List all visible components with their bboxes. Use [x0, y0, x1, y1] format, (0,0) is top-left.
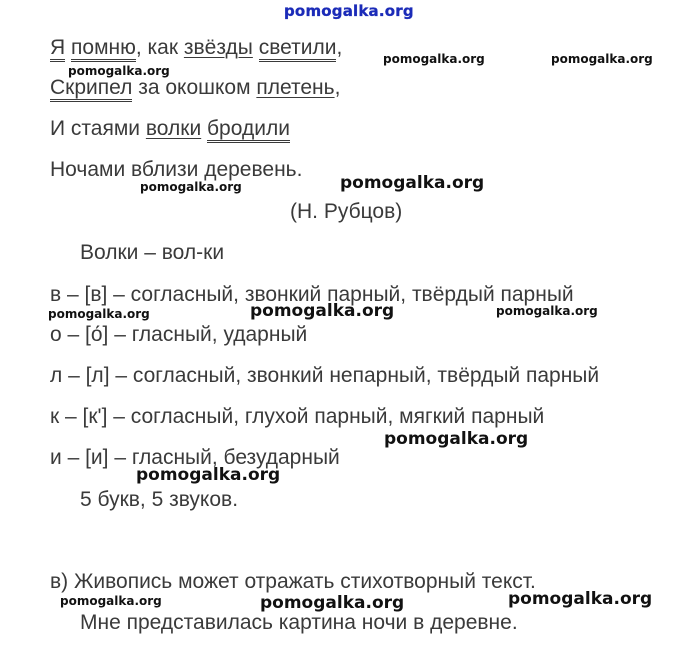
poem-line-1	[50, 36, 342, 60]
predicate-word: помню	[71, 36, 136, 62]
watermark-text: pomogalka.org	[508, 589, 653, 609]
poem-line-2	[50, 76, 340, 100]
analysis-summary: 5 букв, 5 звуков.	[80, 488, 239, 511]
letter-analysis-line: в – [в] – согласный, звонкий парный, твёрдый парный	[50, 283, 574, 306]
text-space	[253, 36, 259, 59]
watermark-text: pomogalka.org	[68, 64, 170, 78]
text-plain: ,	[336, 36, 343, 59]
watermark-text: pomogalka.org	[60, 594, 162, 608]
watermark-text: pomogalka.org	[551, 52, 653, 66]
text-plain: за окошком	[132, 76, 257, 99]
predicate-word: Скрипел	[50, 76, 132, 102]
watermark-text: pomogalka.org	[250, 301, 395, 321]
letter-analysis-line: и – [и] – гласный, безударный	[50, 446, 340, 469]
letter-analysis-line: л – [л] – согласный, звонкий непарный, твёрдый парный	[50, 364, 600, 387]
watermark-text: pomogalka.org	[383, 52, 485, 66]
watermark-text: pomogalka.org	[260, 593, 405, 613]
predicate-word: светили	[259, 36, 337, 62]
poem-line-3	[50, 117, 290, 141]
watermark-text: pomogalka.org	[136, 465, 281, 485]
section-v-line-1: в) Живопись может отражать стихотворный текст.	[50, 570, 536, 593]
predicate-word: бродили	[207, 117, 290, 143]
watermark-text: pomogalka.org	[340, 173, 485, 193]
text-plain: И стаями	[50, 117, 146, 140]
poem-author: (Н. Рубцов)	[290, 200, 403, 223]
watermark-text: pomogalka.org	[48, 307, 150, 321]
subject-word: звёзды	[183, 36, 253, 59]
letter-analysis-line: о – [о́] – гласный, ударный	[50, 323, 308, 346]
site-watermark-header: pomogalka.org	[284, 2, 414, 20]
subject-word: Я	[50, 36, 65, 62]
watermark-text: pomogalka.org	[384, 429, 529, 449]
watermark-text: pomogalka.org	[496, 304, 598, 318]
poem-line-4: Ночами вблизи деревень.	[50, 158, 303, 181]
section-v-line-2: Мне представилась картина ночи в деревне.	[80, 611, 518, 634]
watermark-text: pomogalka.org	[140, 180, 242, 194]
text-plain: , как	[135, 36, 184, 59]
subject-word: плетень	[256, 76, 335, 99]
text-plain: ,	[334, 76, 341, 99]
word-syllables: Волки – вол-ки	[80, 241, 225, 264]
letter-analysis-line: к – [к'] – согласный, глухой парный, мягкий парный	[50, 405, 545, 428]
subject-word: волки	[145, 117, 202, 140]
